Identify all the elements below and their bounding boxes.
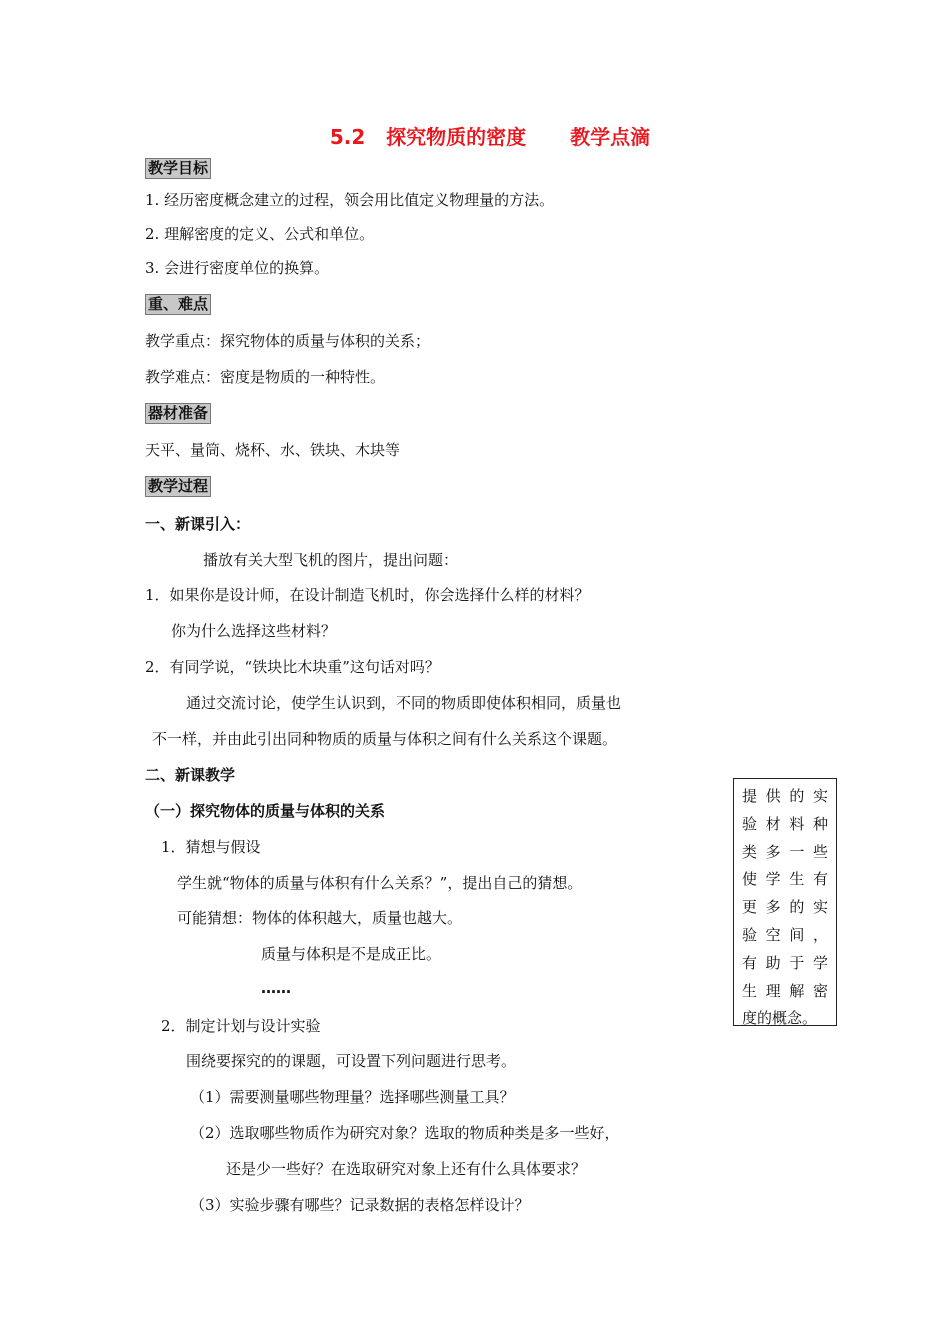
intro-line: 不一样，并由此引出同种物质的质量与体积之间有什么关系这个课题。 (152, 730, 618, 748)
intro-line: 通过交流讨论，使学生认识到，不同的物质即使体积相同，质量也 (186, 694, 622, 712)
title-sub: 教学点滴 (570, 125, 651, 149)
goal-item: 3. 会进行密度单位的换算。 (145, 259, 330, 277)
intro-heading: 一、新课引入： (145, 515, 251, 533)
intro-line: 1．如果你是设计师，在设计制造飞机时，你会选择什么样的材料？ (145, 586, 590, 604)
side-note-line: 使学生有 (742, 870, 828, 889)
goal-item: 1. 经历密度概念建立的过程，领会用比值定义物理量的方法。 (145, 191, 555, 209)
difficult-point: 教学难点：密度是物质的一种特性。 (145, 368, 386, 386)
teaching-line: 学生就“物体的质量与体积有什么关系？”，提出自己的猜想。 (177, 874, 583, 892)
teaching-line: 质量与体积是不是成正比。 (261, 945, 442, 963)
goal-item: 2. 理解密度的定义、公式和单位。 (145, 225, 375, 243)
section-process: 教学过程 (145, 476, 211, 497)
side-note-line: 类多一些 (742, 842, 828, 861)
teaching-subheading: （一）探究物体的质量与体积的关系 (145, 802, 386, 820)
teaching-line: 可能猜想：物体的体积越大，质量也越大。 (177, 909, 463, 927)
side-note-line: 验空间， (742, 925, 828, 944)
equipment-text: 天平、量筒、烧杯、水、铁块、木块等 (145, 441, 401, 459)
title-number: 5.2 (329, 125, 366, 149)
intro-line: 你为什么选择这些材料？ (171, 622, 337, 640)
teaching-ellipsis: …… (261, 979, 291, 997)
page-title (0, 124, 950, 150)
teaching-line: 还是少一些好？在选取研究对象上还有什么具体要求？ (226, 1160, 587, 1178)
section-key-points: 重、难点 (145, 294, 211, 315)
section-equipment: 器材准备 (145, 403, 211, 424)
side-note-box (733, 778, 837, 1026)
side-note-line: 有助于学 (742, 953, 828, 972)
intro-line: 2．有同学说，“铁块比木块重”这句话对吗？ (145, 658, 440, 676)
side-note-line: 生理解密 (742, 981, 828, 1000)
side-note-line: 更多的实 (742, 898, 828, 917)
side-note-line: 验材料种 (742, 814, 828, 833)
intro-line: 播放有关大型飞机的图片，提出问题： (203, 551, 459, 569)
teaching-heading: 二、新课教学 (145, 766, 236, 784)
title-main: 探究物质的密度 (386, 125, 527, 149)
side-note-line: 提供的实 (742, 787, 828, 805)
teaching-line: 1．猜想与假设 (161, 838, 261, 856)
teaching-line: （3）实验步骤有哪些？记录数据的表格怎样设计？ (190, 1196, 530, 1214)
section-goals: 教学目标 (145, 158, 211, 179)
teaching-line: 围绕要探究的的课题，可设置下列问题进行思考。 (186, 1052, 517, 1070)
key-point: 教学重点：探究物体的质量与体积的关系； (145, 332, 431, 350)
side-note-line: 度的概念。 (742, 1009, 818, 1028)
teaching-line: （2）选取哪些物质作为研究对象？选取的物质种类是多一些好， (190, 1124, 620, 1142)
teaching-line: （1）需要测量哪些物理量？选择哪些测量工具？ (190, 1088, 515, 1106)
teaching-line: 2．制定计划与设计实验 (161, 1017, 321, 1035)
